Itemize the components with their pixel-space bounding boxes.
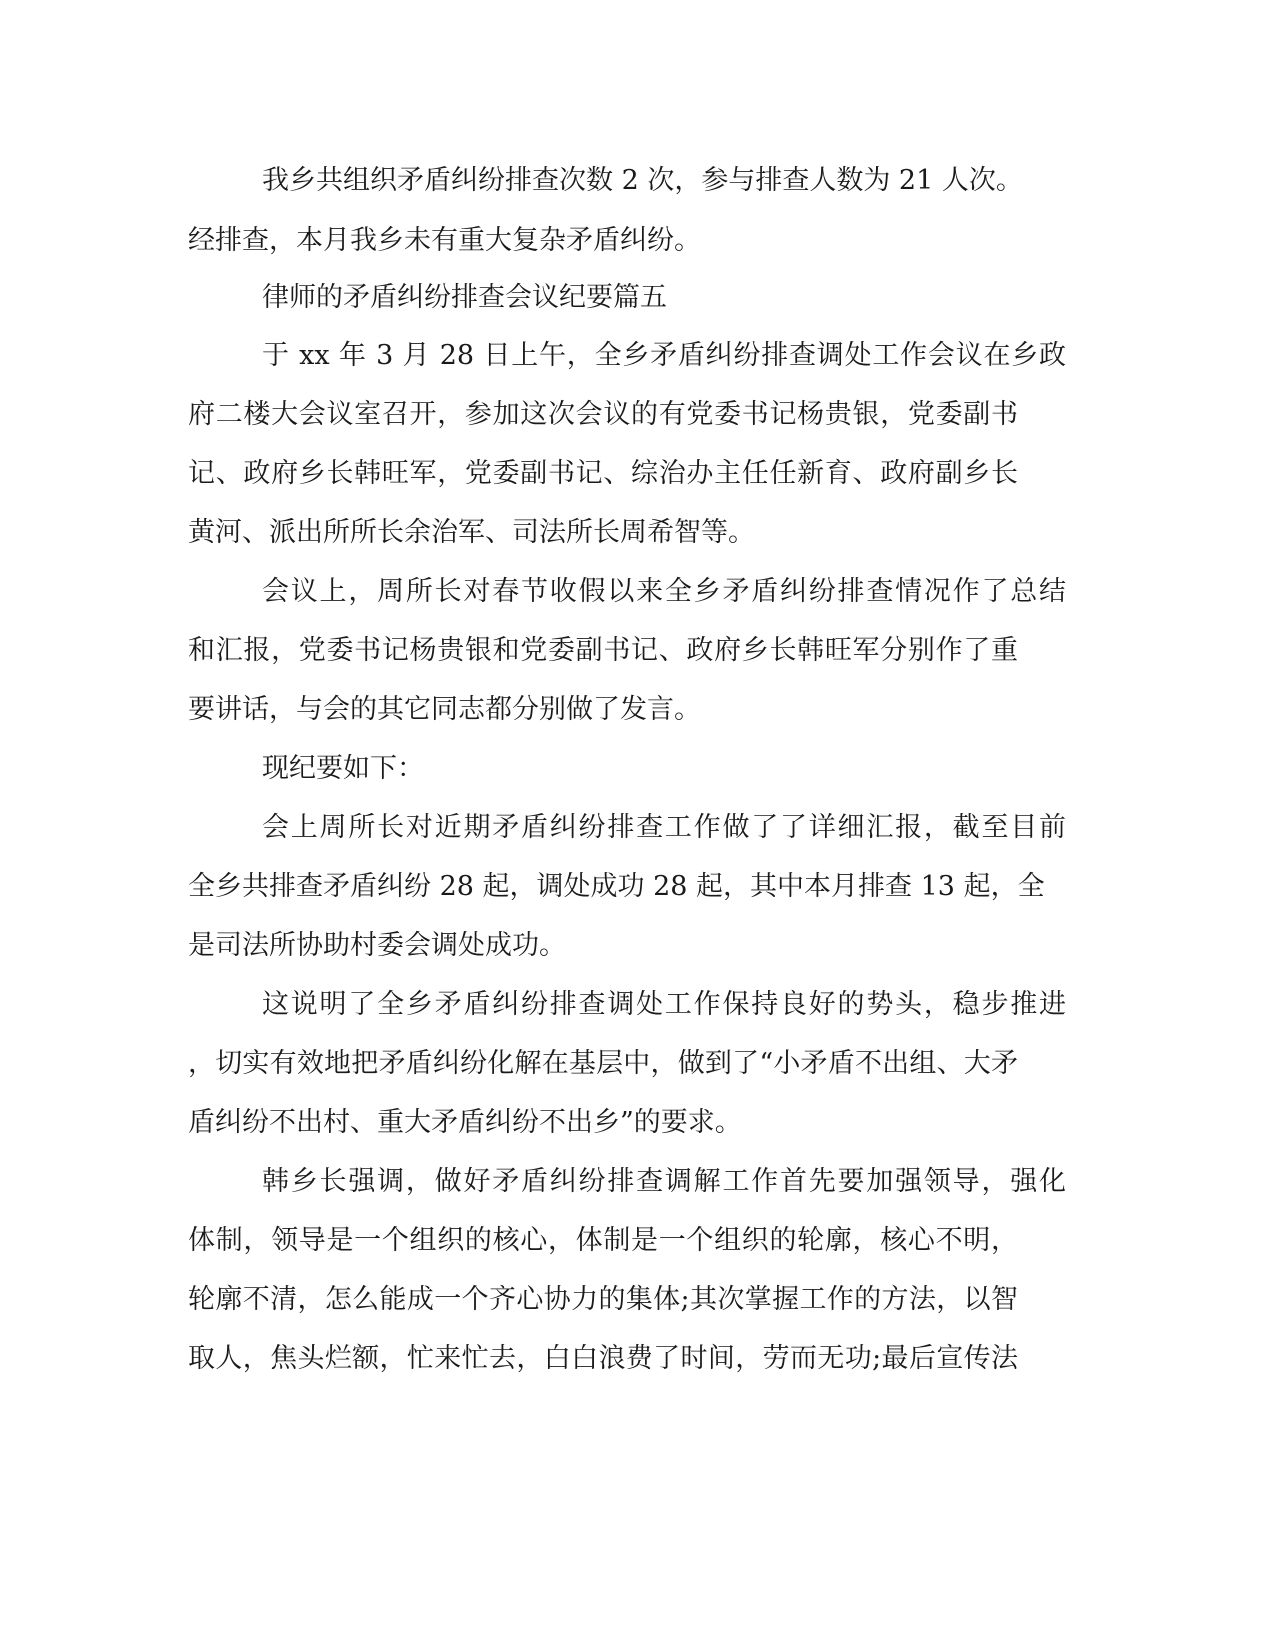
paragraph-line: 会议上，周所长对春节收假以来全乡矛盾纠纷排查情况作了总结 [262, 576, 1066, 607]
paragraph-line: 黄河、派出所所长余治军、司法所长周希智等。 [188, 517, 755, 548]
paragraph-line: 现纪要如下： [262, 753, 424, 784]
paragraph-line: 是司法所协助村委会调处成功。 [188, 930, 566, 961]
paragraph-line: 和汇报，党委书记杨贵银和党委副书记、政府乡长韩旺军分别作了重 [188, 635, 1018, 666]
paragraph-line: 经排查，本月我乡未有重大复杂矛盾纠纷。 [188, 225, 701, 256]
paragraph-line: 会上周所长对近期矛盾纠纷排查工作做了了详细汇报，截至目前 [262, 812, 1066, 843]
paragraph-line: 于 xx 年 3 月 28 日上午，全乡矛盾纠纷排查调处工作会议在乡政 [262, 340, 1066, 371]
paragraph-line: ，切实有效地把矛盾纠纷化解在基层中，做到了“小矛盾不出组、大矛 [188, 1048, 1018, 1079]
paragraph-line: 体制，领导是一个组织的核心，体制是一个组织的轮廓，核心不明， [188, 1225, 1018, 1256]
paragraph-line: 全乡共排查矛盾纠纷 28 起，调处成功 28 起，其中本月排查 13 起，全 [188, 871, 1045, 902]
paragraph-line: 取人，焦头烂额，忙来忙去，白白浪费了时间，劳而无功;最后宣传法 [188, 1343, 1018, 1374]
paragraph-line: 轮廓不清，怎么能成一个齐心协力的集体;其次掌握工作的方法，以智 [188, 1284, 1018, 1315]
paragraph-line: 记、政府乡长韩旺军，党委副书记、综治办主任任新育、政府副乡长 [188, 458, 1018, 489]
paragraph-line: 我乡共组织矛盾纠纷排查次数 2 次，参与排查人数为 21 人次。 [262, 165, 1023, 196]
paragraph-line: 盾纠纷不出村、重大矛盾纠纷不出乡”的要求。 [188, 1107, 742, 1138]
paragraph-line: 府二楼大会议室召开，参加这次会议的有党委书记杨贵银，党委副书 [188, 399, 1018, 430]
paragraph-line: 韩乡长强调，做好矛盾纠纷排查调解工作首先要加强领导，强化 [262, 1166, 1066, 1197]
paragraph-line: 这说明了全乡矛盾纠纷排查调处工作保持良好的势头，稳步推进 [262, 989, 1066, 1020]
paragraph-line: 要讲话，与会的其它同志都分别做了发言。 [188, 694, 701, 725]
section-heading: 律师的矛盾纠纷排查会议纪要篇五 [262, 282, 667, 313]
